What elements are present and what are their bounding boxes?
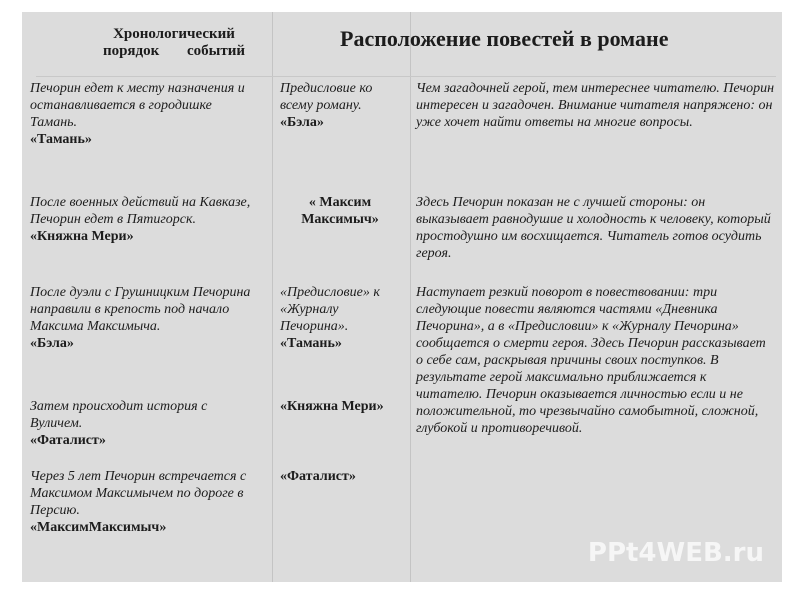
chron-text: Печорин едет к месту назначения и останавливается в городишке Тамань.	[30, 81, 245, 130]
comment-cell-1: Чем загадочней герой, тем интереснее читателю. Печорин интересен и загадочен. Внимание читателя напряжено: он уже хочет найти ответы на многие вопросы.	[416, 81, 775, 130]
watermark-logo: PPt4WEB.ru	[587, 538, 764, 568]
novel-title: «Фаталист»	[280, 469, 356, 484]
chron-title: «МаксимМаксимыч»	[30, 520, 167, 535]
novel-cell-1	[280, 80, 400, 131]
chron-title: «Бэла»	[30, 336, 74, 351]
chron-cell-5	[30, 468, 260, 536]
novel-cell-4	[280, 398, 400, 415]
chron-cell-2	[30, 194, 260, 245]
comment-cell-2: Здесь Печорин показан не с лучшей стороны: он выказывает равнодушие и холодность к человеку, который простодушно им восхищается. Читатель готов осудить героя.	[416, 195, 771, 261]
comment-cell-3: Наступает резкий поворот в повествовании: три следующие повести являются частями «Дневника Печорина», а в «Предисловии» к «Журналу Печорина» сообщается о смерти героя. Здесь Печорин рассказывает о себе сам, раскрывая причины своих поступков. В результате герой максимально приближается к читателю. Печорин оказывается личностью если и не положительной, то чрезвычайно самобытной, сложной, глубокой и противоречивой.	[416, 285, 766, 436]
novel-title: «Княжна Мери»	[280, 399, 384, 414]
header-left-line1: Хронологический	[113, 26, 235, 42]
header-separator	[36, 76, 776, 77]
column-divider	[272, 12, 273, 582]
novel-title: «Бэла»	[280, 115, 324, 130]
header-chronological-order	[74, 26, 274, 60]
chron-text: Затем происходит история с Вуличем.	[30, 399, 208, 431]
chron-title: «Тамань»	[30, 132, 92, 147]
chron-cell-4	[30, 398, 260, 449]
chron-text: После дуэли с Грушницким Печорина направили в крепость под начало Максима Максимыча.	[30, 285, 251, 334]
chron-cell-1	[30, 80, 260, 148]
novel-cell-3	[280, 284, 400, 352]
chron-title: «Княжна Мери»	[30, 229, 134, 244]
chron-title: «Фаталист»	[30, 433, 106, 448]
novel-text: Предисловие ко всему роману.	[280, 81, 373, 113]
header-novel-arrangement: Расположение повестей в романе	[340, 26, 669, 51]
header-left-line2: порядок событий	[102, 43, 246, 59]
novel-cell-2	[280, 194, 400, 228]
chron-text: Через 5 лет Печорин встречается с Максимом Максимычем по дороге в Персию.	[30, 469, 247, 518]
novel-cell-5	[280, 468, 400, 485]
novel-text: «Предисловие» к «Журналу Печорина».	[280, 285, 380, 334]
novel-title: «Тамань»	[280, 336, 342, 351]
slide	[22, 12, 782, 582]
chron-cell-3	[30, 284, 260, 352]
novel-title: « Максим Максимыч»	[301, 195, 379, 227]
chron-text: После военных действий на Кавказе, Печорин едет в Пятигорск.	[30, 195, 251, 227]
column-divider	[410, 12, 411, 582]
